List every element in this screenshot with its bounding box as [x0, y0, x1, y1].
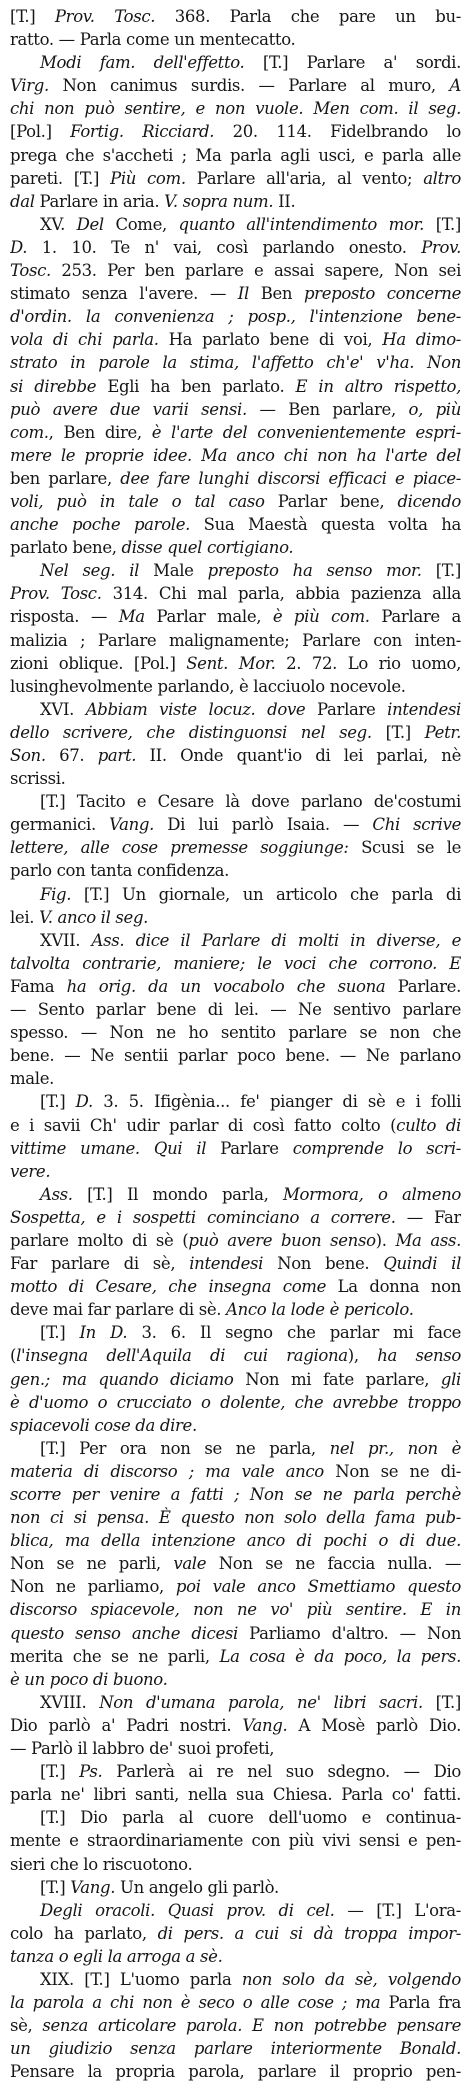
italic-text-segment: d'ordin. la convenienza ; posp., l'intenzione bene-	[10, 307, 461, 327]
text-segment: Parliamo d'altro. — Non	[237, 1623, 461, 1643]
text-line	[10, 1368, 461, 1391]
text-segment: Parlare.	[385, 976, 461, 996]
italic-text-segment: D.	[10, 237, 28, 257]
text-line	[10, 328, 461, 351]
text-line	[10, 813, 461, 836]
italic-text-segment: è più com.	[272, 607, 370, 627]
italic-text-segment: Più com.	[110, 168, 186, 188]
text-segment: [T.]	[421, 561, 461, 581]
italic-text-segment: Degli oracoli. Quasi prov. di cel.	[40, 1900, 335, 1920]
italic-text-segment: Ps.	[79, 1762, 103, 1782]
italic-text-segment: Fig.	[40, 884, 72, 904]
text-segment: Non bene.	[263, 1254, 384, 1274]
italic-text-segment: Non d'umana parola, ne' libri sacri.	[99, 1692, 423, 1712]
text-segment: Di lui parlò Isaia. —	[154, 815, 373, 835]
text-line	[10, 1437, 461, 1460]
text-line	[10, 2014, 461, 2037]
text-segment: Parlare	[206, 1138, 293, 1158]
italic-text-segment: E in altro rispetto,	[295, 376, 461, 396]
text-segment: risposta. —	[10, 607, 119, 627]
text-segment: [T.]	[371, 722, 425, 742]
text-line	[10, 1899, 461, 1922]
text-line	[10, 1229, 461, 1252]
text-segment: [T.] Un giornale, un articolo che parla di	[71, 884, 461, 904]
text-line	[10, 1945, 461, 1968]
text-segment: Non se ne parli,	[10, 1554, 174, 1574]
italic-text-segment: dicendo	[397, 491, 461, 511]
text-line	[10, 998, 461, 1021]
text-segment: XV.	[40, 214, 77, 234]
text-line	[10, 1968, 461, 1991]
italic-text-segment: Tosc.	[10, 261, 51, 281]
text-segment: [T.]	[40, 1762, 80, 1782]
text-line	[10, 1876, 461, 1899]
italic-text-segment: ha orig. da un vocabolo che suona	[66, 976, 386, 996]
italic-text-segment: discorso spiacevole, non ne vo' più sentire. E in	[10, 1600, 461, 1620]
text-line	[10, 1206, 461, 1229]
italic-text-segment: blica, ma della intenzione anco di pochi o di due.	[10, 1531, 461, 1551]
text-segment: [T.]	[40, 1323, 80, 1343]
text-line	[10, 1853, 461, 1876]
text-line	[10, 1344, 461, 1367]
text-line	[10, 513, 461, 536]
text-segment: II.	[273, 191, 296, 211]
text-segment: II. Onde quant'io di lei parlai, nè	[136, 746, 461, 765]
text-line	[10, 1668, 461, 1691]
text-line	[10, 305, 461, 328]
italic-text-segment: Prov. Tosc.	[54, 7, 156, 26]
text-segment: Far parlare di sè,	[10, 1254, 190, 1274]
italic-text-segment: si direbbe	[10, 376, 97, 396]
text-segment: [T.] Tacito e Cesare là dove parlano de'costumi	[40, 792, 461, 812]
italic-text-segment: gen.; ma quando diciamo	[10, 1369, 234, 1389]
text-segment: Pensare la propria parola, parlare il proprio pen-	[10, 2062, 461, 2082]
text-segment: Come,	[103, 214, 179, 234]
italic-text-segment: spiacevoli cose da dire.	[10, 1415, 197, 1435]
text-segment: [Pol.]	[10, 122, 71, 142]
text-line	[10, 883, 461, 906]
text-line	[10, 1760, 461, 1783]
text-segment: parlato bene,	[10, 538, 122, 558]
text-line	[10, 1529, 461, 1552]
text-segment: Parlare in aria.	[34, 191, 165, 211]
italic-text-segment: può avere due varii sensi.	[10, 399, 247, 419]
text-line	[10, 1114, 461, 1137]
text-line	[10, 1552, 461, 1575]
text-segment: lei.	[10, 907, 40, 927]
text-line	[10, 975, 461, 998]
italic-text-segment: culto di	[396, 1115, 461, 1135]
italic-text-segment: disse quel cortigiano.	[121, 538, 294, 558]
text-line	[10, 190, 461, 213]
text-segment: zioni oblique. [Pol.]	[10, 653, 187, 673]
text-line	[10, 1321, 461, 1344]
text-segment: [T.]	[40, 1877, 71, 1897]
text-line	[10, 97, 461, 120]
italic-text-segment: Ma	[118, 607, 145, 627]
italic-text-segment: Fortig. Ricciard.	[70, 122, 215, 142]
italic-text-segment: Modi fam. dell'effetto.	[40, 53, 245, 73]
text-segment: prega che s'accheti ; Ma parla agli usci, e parla alle	[10, 145, 461, 165]
text-line	[10, 675, 461, 698]
italic-text-segment: non solo da sè, volgendo	[241, 1969, 461, 1989]
text-segment: Ben	[248, 284, 304, 304]
text-segment: Egli ha ben parlato.	[96, 376, 296, 396]
italic-text-segment: mere le proprie idee. Ma anco chi non ha l'arte del	[10, 445, 461, 465]
text-line	[10, 952, 461, 975]
italic-text-segment: Ha dimo-	[382, 330, 461, 350]
italic-text-segment: di pers. a cui si dà troppa impor-	[157, 1923, 461, 1943]
text-segment: [T.]	[424, 214, 461, 234]
text-line	[10, 236, 461, 259]
text-line	[10, 1783, 461, 1806]
italic-text-segment: chi non può sentire, e non vuole. Men com. il seg.	[10, 99, 461, 119]
italic-text-segment: Prov.	[421, 237, 461, 257]
text-segment: [T.] Il mondo parla,	[72, 1184, 283, 1204]
text-segment: Parlerà ai re nel suo sdegno. — Dio	[102, 1762, 461, 1782]
text-line	[10, 2037, 461, 2060]
text-segment: [T.]	[40, 1092, 76, 1112]
text-line	[10, 1160, 461, 1183]
text-segment: — Far	[395, 1207, 461, 1227]
text-segment: Non se ne di-	[323, 1461, 461, 1481]
italic-text-segment: Il	[237, 284, 249, 304]
italic-text-segment: Del	[76, 214, 104, 234]
italic-text-segment: Petr.	[424, 722, 461, 742]
text-line	[10, 698, 461, 721]
text-segment: colo ha parlato,	[10, 1923, 158, 1943]
text-line	[10, 859, 461, 882]
italic-text-segment: motto di Cesare, che insegna come	[10, 1277, 326, 1297]
text-segment: La donna non	[326, 1277, 461, 1297]
italic-text-segment: Ass. dice il Parlare di molti in diverse, e	[91, 930, 461, 950]
italic-text-segment: Chi scrive	[372, 815, 461, 835]
text-segment: 253. Per ben parlare e assai sapere, Non sei	[50, 261, 461, 281]
italic-text-segment: Prov. Tosc.	[10, 584, 102, 604]
italic-text-segment: comprende lo scri-	[292, 1138, 461, 1158]
text-segment: Male	[139, 561, 208, 581]
italic-text-segment: com.	[10, 422, 49, 442]
text-line	[10, 398, 461, 421]
text-segment: Parlare all'aria, al vento;	[185, 168, 424, 188]
text-line	[10, 282, 461, 305]
italic-text-segment: tanza o egli la arroga a sè.	[10, 1946, 223, 1966]
text-line	[10, 906, 461, 929]
text-segment: Un angelo gli parlò.	[115, 1877, 279, 1897]
text-segment: sè,	[10, 2016, 43, 2036]
italic-text-segment: intendesi	[387, 699, 461, 719]
text-line	[10, 836, 461, 859]
text-segment: [T.]	[422, 1692, 461, 1712]
text-segment: [T.] Dio parla al cuore dell'uomo e continua-	[40, 1808, 461, 1828]
text-line	[10, 929, 461, 952]
italic-text-segment: Mormora, o almeno	[283, 1184, 461, 1204]
text-segment: Parlar male,	[144, 607, 273, 627]
text-segment: — Ben parlare,	[246, 399, 409, 419]
text-segment: , Ben dire,	[48, 422, 152, 442]
text-line	[10, 1829, 461, 1852]
text-line	[10, 1483, 461, 1506]
text-line	[10, 1691, 461, 1714]
text-segment: mente e straordinariamente con più vivi sensi e pen-	[10, 1831, 461, 1851]
text-line	[10, 629, 461, 652]
text-line	[10, 1391, 461, 1414]
italic-text-segment: vale	[173, 1554, 207, 1574]
text-segment: Parlare a	[369, 607, 461, 627]
italic-text-segment: dello scrivere, che distinguonsi nel seg.	[10, 722, 372, 742]
text-segment: XVIII.	[40, 1692, 100, 1712]
text-line	[10, 1298, 461, 1321]
text-segment: ratto. — Parla come un mentecatto.	[10, 30, 296, 50]
text-line	[10, 167, 461, 190]
italic-text-segment: può avere buon senso	[188, 1230, 376, 1250]
text-segment: 3. 6. Il segno che parlar mi face	[127, 1323, 461, 1343]
italic-text-segment: A	[449, 76, 461, 96]
text-segment: Parlare	[305, 699, 388, 719]
text-line	[10, 744, 461, 767]
text-segment: pareti. [T.]	[10, 168, 111, 188]
text-line	[10, 467, 461, 490]
text-segment: — Parlò il labbro de' suoi profeti,	[10, 1739, 275, 1759]
italic-text-segment: è l'arte del convenientemente espri-	[151, 422, 461, 442]
italic-text-segment: Anco la lode è pericolo.	[226, 1300, 414, 1320]
text-line	[10, 582, 461, 605]
italic-text-segment: V. sopra num.	[164, 191, 274, 211]
text-segment: germanici.	[10, 815, 110, 835]
text-line	[10, 1714, 461, 1737]
italic-text-segment: Ass.	[40, 1184, 73, 1204]
italic-text-segment: part.	[97, 746, 137, 765]
text-line	[10, 1460, 461, 1483]
italic-text-segment: Ma ass.	[395, 1230, 461, 1250]
text-line	[10, 559, 461, 582]
text-line	[10, 1252, 461, 1275]
italic-text-segment: gli	[440, 1369, 461, 1389]
italic-text-segment: è d'uomo o crucciato o dolente, che avrebbe troppo	[10, 1392, 461, 1412]
italic-text-segment: scorre per venire a fatti ; Non se ne parla perchè	[10, 1485, 461, 1504]
text-line	[10, 1021, 461, 1044]
text-line	[10, 1044, 461, 1067]
italic-text-segment: In D.	[79, 1323, 128, 1343]
italic-text-segment: Son.	[10, 746, 46, 765]
text-segment: Sua Maestà questa volta ha	[190, 515, 461, 535]
text-line	[10, 1806, 461, 1829]
text-segment: lusinghevolmente parlando, è lacciuolo nocevole.	[10, 676, 406, 696]
text-line	[10, 351, 461, 374]
text-segment: Non ne parliamo,	[10, 1577, 176, 1597]
text-line	[10, 1575, 461, 1598]
text-segment: [T.] Per ora non se ne parla,	[40, 1438, 330, 1458]
italic-text-segment: Vang.	[109, 815, 155, 835]
italic-text-segment: Sent. Mor.	[186, 653, 276, 673]
text-segment: — Sento parlar bene di lei. — Ne sentivo parlare	[10, 1000, 461, 1020]
text-segment: Parla fra	[380, 1993, 461, 2013]
italic-text-segment: preposto ha senso mor.	[207, 561, 422, 581]
italic-text-segment: voli, può in tale o tal caso	[10, 491, 265, 511]
text-line	[10, 120, 461, 143]
text-line	[10, 1645, 461, 1668]
text-line	[10, 213, 461, 236]
text-line	[10, 2060, 461, 2083]
text-line	[10, 1137, 461, 1160]
italic-text-segment: nel pr., non è	[329, 1438, 461, 1458]
text-segment: ),	[347, 1346, 378, 1366]
text-line	[10, 1183, 461, 1206]
text-segment: sieri che lo riscuotono.	[10, 1854, 193, 1874]
italic-text-segment: preposto concerne	[303, 284, 461, 304]
text-segment: 67.	[45, 746, 98, 765]
text-segment: deve mai far parlare di sè.	[10, 1300, 227, 1320]
italic-text-segment: vere.	[10, 1161, 51, 1181]
italic-text-segment: questo senso anche dicesi	[10, 1623, 238, 1643]
text-segment: A Mosè parlò Dio.	[287, 1715, 461, 1735]
italic-text-segment: ha senso	[377, 1346, 461, 1366]
italic-text-segment: un giudizio senza parlare interiormente Bonald.	[10, 2039, 461, 2059]
text-line	[10, 51, 461, 74]
text-line	[10, 1067, 461, 1090]
italic-text-segment: dee fare lunghi discorsi efficaci e piace-	[120, 468, 461, 488]
text-line	[10, 790, 461, 813]
text-line	[10, 1506, 461, 1529]
italic-text-segment: Quindi il	[383, 1254, 461, 1274]
text-segment: [T.] Parlare a' sordi.	[244, 53, 461, 73]
text-line	[10, 1598, 461, 1621]
text-segment: bene. — Ne sentii parlar poco bene. — Ne parlano	[10, 1046, 461, 1066]
text-segment: XVII.	[40, 930, 92, 950]
text-line	[10, 1414, 461, 1437]
text-segment: Non canimus surdis. — Parlare al muro,	[48, 76, 450, 96]
text-segment: Scusi se le	[348, 838, 461, 858]
italic-text-segment: Virg.	[10, 76, 49, 96]
italic-text-segment: anche poche parole.	[10, 515, 191, 535]
text-segment: parlo con tanta confidenza.	[10, 861, 230, 881]
text-segment: — [T.] L'ora-	[334, 1900, 461, 1920]
text-line	[10, 1622, 461, 1645]
text-segment: stimato senza l'avere. —	[10, 284, 238, 304]
text-line	[10, 74, 461, 97]
italic-text-segment: altro	[423, 168, 461, 188]
italic-text-segment: vittime umane. Qui il	[10, 1138, 207, 1158]
text-segment: XIX. [T.] L'uomo parla	[40, 1969, 242, 1989]
text-segment: Parlar bene,	[264, 491, 398, 511]
text-line	[10, 144, 461, 167]
italic-text-segment: materia di discorso ; ma vale anco	[10, 1461, 324, 1481]
text-line	[10, 375, 461, 398]
text-line	[10, 5, 461, 28]
text-line	[10, 490, 461, 513]
italic-text-segment: o, più	[408, 399, 461, 419]
text-segment: ).	[375, 1230, 396, 1250]
text-segment: parlare molto di sè (	[10, 1230, 189, 1250]
italic-text-segment: dal	[10, 191, 35, 211]
italic-text-segment: è un poco di buono.	[10, 1669, 168, 1689]
text-segment: Non mi fate parlare,	[233, 1369, 441, 1389]
text-segment: Non se ne faccia nulla. —	[206, 1554, 461, 1574]
text-line	[10, 1090, 461, 1113]
text-line	[10, 1275, 461, 1298]
text-segment: Ha parlato bene di voi,	[158, 330, 383, 350]
italic-text-segment: l'insegna dell'Aquila di cui ragiona	[16, 1346, 348, 1366]
text-line	[10, 652, 461, 675]
italic-text-segment: Sospetta, e i sospetti cominciano a correre.	[10, 1207, 396, 1227]
text-segment: merita che se ne parli,	[10, 1646, 220, 1666]
italic-text-segment: Nel seg. il	[40, 561, 140, 581]
italic-text-segment: Abbiam viste locuz. dove	[85, 699, 306, 719]
text-segment: parla ne' libri santi, nella sua Chiesa. Parla co' fatti.	[10, 1785, 461, 1805]
text-line	[10, 605, 461, 628]
text-segment: Fama	[10, 976, 67, 996]
italic-text-segment: lettere, alle cose premesse soggiunge:	[10, 838, 349, 858]
text-line	[10, 536, 461, 559]
italic-text-segment: Vang.	[242, 1715, 288, 1735]
text-segment: male.	[10, 1069, 55, 1089]
italic-text-segment: Vang.	[70, 1877, 116, 1897]
text-segment: 2. 72. Lo rio uomo,	[275, 653, 461, 673]
italic-text-segment: intendesi	[189, 1254, 264, 1274]
text-segment: spesso. — Non ne ho sentito parlare se non che	[10, 1023, 461, 1043]
text-segment: 1. 10. Te n' vai, così parlando onesto.	[27, 237, 422, 257]
italic-text-segment: non ci si pensa. È questo non solo della fama pub-	[10, 1508, 461, 1528]
italic-text-segment: La cosa è da poco, la pers.	[219, 1646, 461, 1666]
italic-text-segment: vola di chi parla.	[10, 330, 159, 350]
text-segment: e i savii Ch' udir parlar di così fatto colto (	[10, 1115, 397, 1135]
text-segment: Dio parlò a' Padri nostri.	[10, 1715, 243, 1735]
italic-text-segment: strato in parole la stima, l'affetto ch'e' v'ha. Non	[10, 353, 461, 373]
italic-text-segment: V. anco il seg.	[39, 907, 149, 927]
text-line	[10, 421, 461, 444]
text-segment: [T.]	[10, 7, 55, 26]
text-segment: (	[10, 1346, 17, 1366]
text-segment: ben parlare,	[10, 468, 121, 488]
text-segment: 20. 114. Fidelbrando lo	[214, 122, 461, 142]
italic-text-segment: D.	[75, 1092, 93, 1112]
text-line	[10, 259, 461, 282]
text-line	[10, 1737, 461, 1760]
text-segment: malizia ; Parlare malignamente; Parlare con inten-	[10, 630, 461, 650]
italic-text-segment: poi vale anco Smettiamo questo	[175, 1577, 461, 1597]
text-segment: 368. Parla che pare un bu-	[155, 7, 461, 26]
italic-text-segment: la parola a chi non è seco o alle cose ; ma	[10, 1993, 381, 2013]
text-segment: scrissi.	[10, 769, 66, 789]
italic-text-segment: talvolta contrarie, maniere; le voci che corrono. E	[10, 953, 461, 973]
text-line	[10, 28, 461, 51]
text-line	[10, 1922, 461, 1945]
text-line	[10, 444, 461, 467]
text-line	[10, 721, 461, 744]
text-line	[10, 1991, 461, 2014]
text-line	[10, 767, 461, 790]
text-segment: XVI.	[40, 699, 86, 719]
text-segment: 314. Chi mal parla, abbia pazienza alla	[101, 584, 461, 604]
text-segment: 3. 5. Ifigènia... fe' pianger di sè e i folli	[92, 1092, 461, 1112]
italic-text-segment: senza articolare parola. E non potrebbe pensare	[42, 2016, 461, 2036]
italic-text-segment: quanto all'intendimento mor.	[178, 214, 425, 234]
